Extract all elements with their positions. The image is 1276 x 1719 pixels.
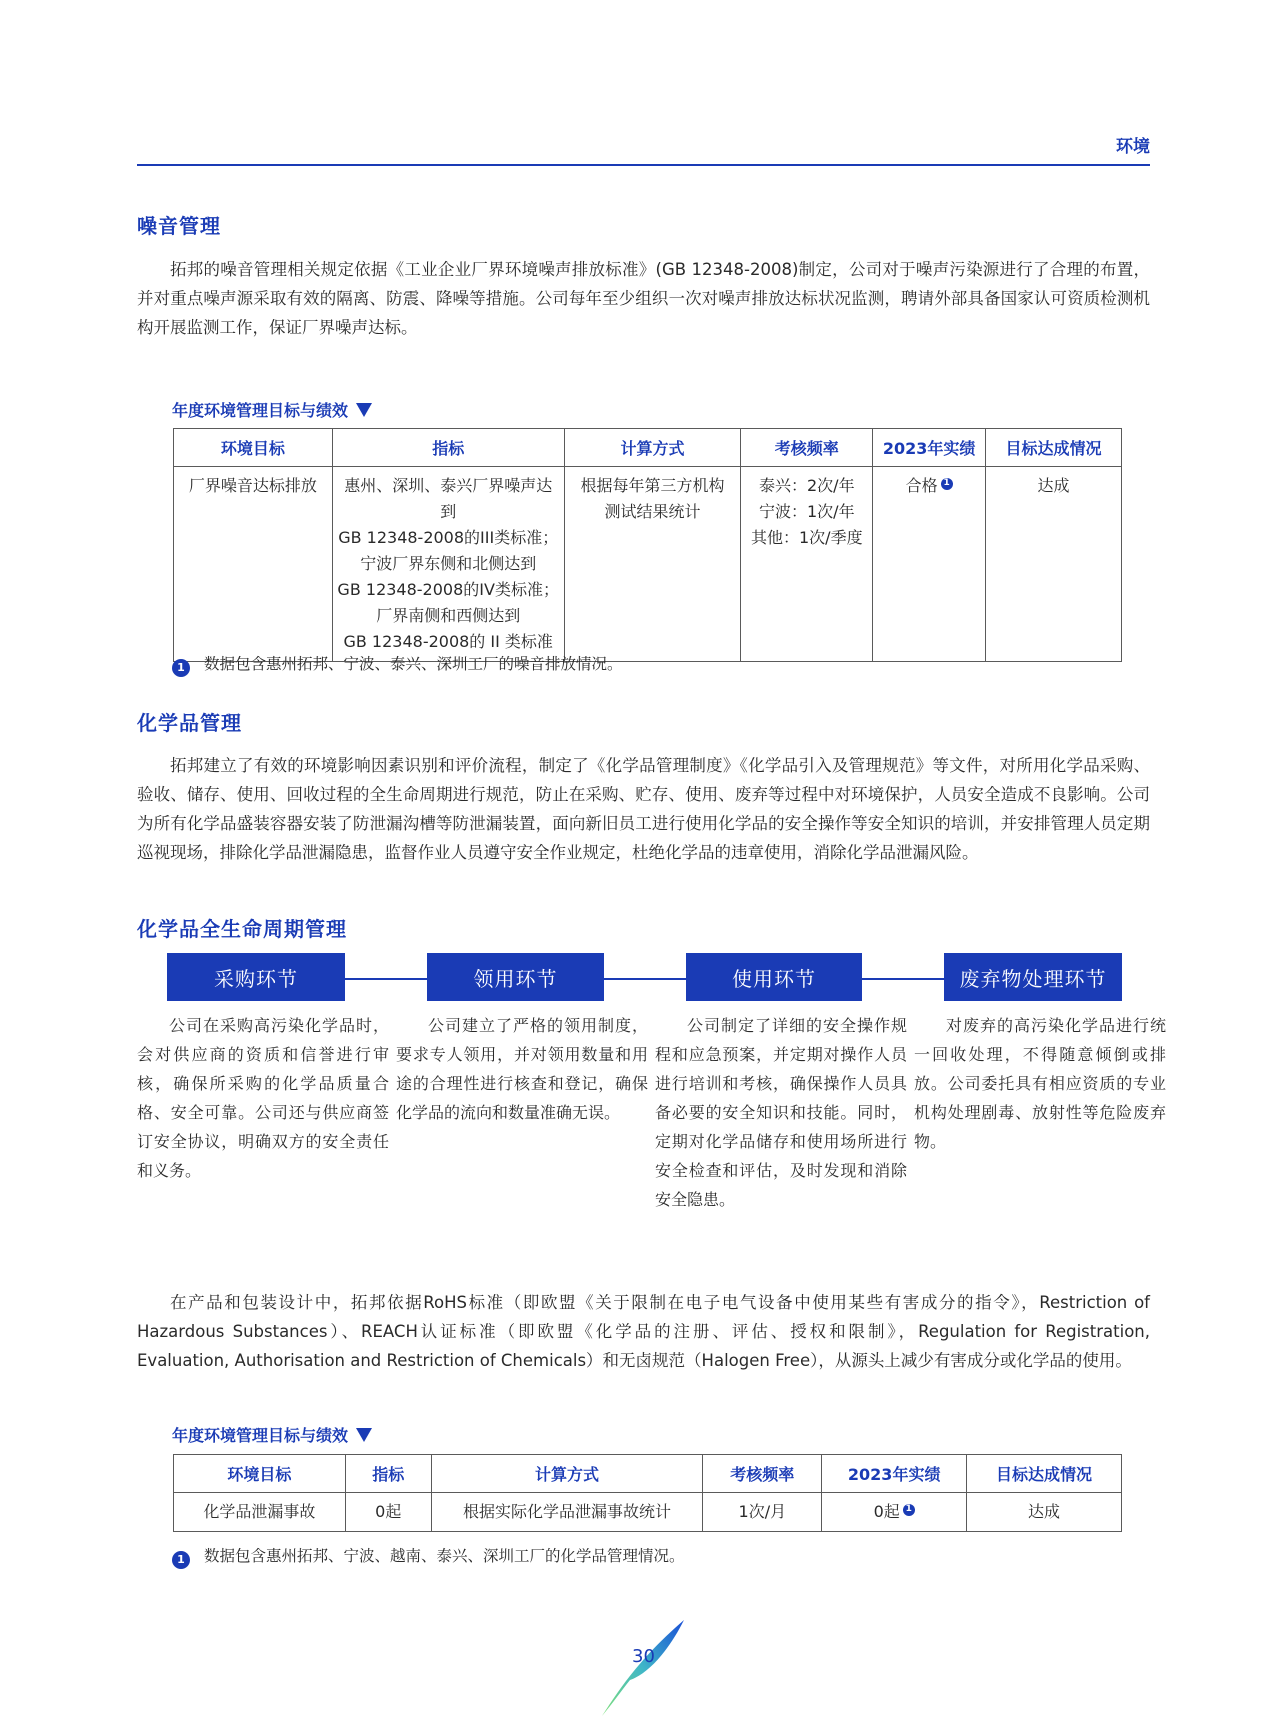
cell-result <box>822 1493 967 1532</box>
frequency-line: 其他：1次/季度 <box>751 528 863 547</box>
cell-frequency <box>741 467 873 662</box>
leaf-logo-icon <box>600 1618 690 1718</box>
table-row <box>174 467 1122 662</box>
chem-heading: 化学品管理 <box>137 711 242 735</box>
cell-status: 达成 <box>967 1493 1122 1532</box>
footnote-number: 1 <box>172 1551 190 1569</box>
footnote-marker: 1 <box>903 1504 915 1516</box>
header-divider <box>137 164 1150 166</box>
table-header: 环境目标 <box>174 429 333 467</box>
section-label: 环境 <box>1116 137 1150 157</box>
table-header-row <box>174 1455 1122 1493</box>
indicator-line: 厂界南侧和西侧达到 <box>376 606 521 625</box>
caret-down-icon <box>356 403 372 417</box>
stage-disposal-text: 对废弃的高污染化学品进行统一回收处理，不得随意倾倒或排放。公司委托具有相应资质的专业机构处理剧毒、放射性等危险废弃物。 <box>914 1016 1166 1151</box>
table-header: 2023年实绩 <box>873 429 986 467</box>
result-value: 0起 <box>873 1502 900 1521</box>
stage-disposal: 废弃物处理环节 <box>944 953 1122 1001</box>
table-header: 环境目标 <box>174 1455 346 1493</box>
chem-paragraph: 拓邦建立了有效的环境影响因素识别和评价流程，制定了《化学品管理制度》《化学品引入及管理规范》等文件，对所用化学品采购、验收、储存、使用、回收过程的全生命周期进行规范，防止在采购、贮存、使用、废弃等过程中对环境保护，人员安全造成不良影响。公司为所有化学品盛装容器安装了防泄漏沟槽等防泄漏装置，面向新旧员工进行使用化学品的安全操作等安全知识的培训，并安排管理人员定期巡视现场，排除化学品泄漏隐患，监督作业人员遵守安全作业规定，杜绝化学品的违章使用，消除化学品泄漏风险。 <box>137 756 1150 862</box>
flow-connector <box>345 978 427 980</box>
cell-method: 根据实际化学品泄漏事故统计 <box>431 1493 703 1532</box>
indicator-line: GB 12348-2008的 II 类标准 <box>343 632 553 651</box>
table-header: 计算方式 <box>431 1455 703 1493</box>
flow-connector <box>862 978 944 980</box>
chem-table <box>173 1454 1122 1532</box>
noise-footnote <box>172 652 623 677</box>
chem-footnote <box>172 1544 685 1569</box>
footnote-text: 数据包含惠州拓邦、宁波、越南、泰兴、深圳工厂的化学品管理情况。 <box>204 1547 685 1565</box>
design-paragraph: 在产品和包装设计中，拓邦依据RoHS标准（即欧盟《关于限制在电子电气设备中使用某些有害成分的指令》，Restriction of Hazardous Substances）、REACH认证标准（即欧盟《化学品的注册、评估、授权和限制》，Regulation for Registration, Evaluation, Authorisation and Restriction of Chemicals）和无卤规范（Halogen Free），从源头上减少有害成分或化学品的使用。 <box>137 1293 1150 1370</box>
cell-target: 化学品泄漏事故 <box>174 1493 346 1532</box>
table-header: 计算方式 <box>564 429 741 467</box>
caret-down-icon <box>356 1428 372 1442</box>
frequency-line: 泰兴：2次/年 <box>759 476 855 495</box>
noise-paragraph: 拓邦的噪音管理相关规定依据《工业企业厂界环境噪声排放标准》(GB 12348-2008)制定，公司对于噪声污染源进行了合理的布置，并对重点噪声源采取有效的隔离、防震、降噪等措施。公司每年至少组织一次对噪声排放达标状况监测，聘请外部具备国家认可资质检测机构开展监测工作，保证厂界噪声达标。 <box>137 260 1150 337</box>
cell-result <box>873 467 986 662</box>
page-number: 30 <box>632 1646 655 1667</box>
footnote-text: 数据包含惠州拓邦、宁波、泰兴、深圳工厂的噪音排放情况。 <box>204 655 623 673</box>
method-line: 根据每年第三方机构 <box>580 476 725 495</box>
noise-table-caption <box>172 398 372 421</box>
table-header: 2023年实绩 <box>822 1455 967 1493</box>
table-header: 目标达成情况 <box>986 429 1122 467</box>
table-header: 指标 <box>345 1455 431 1493</box>
indicator-line: GB 12348-2008的III类标准； <box>338 528 559 547</box>
stage-purchase: 采购环节 <box>167 953 345 1001</box>
cell-indicator <box>332 467 564 662</box>
stage-usage-text: 公司制定了详细的安全操作规程和应急预案，并定期对操作人员进行培训和考核，确保操作人员具备必要的安全知识和技能。同时，定期对化学品储存和使用场所进行安全检查和评估，及时发现和消除安全隐患。 <box>655 1016 907 1209</box>
chem-table-caption <box>172 1423 372 1446</box>
stage-requisition-text: 公司建立了严格的领用制度，要求专人领用，并对领用数量和用途的合理性进行核查和登记，确保化学品的流向和数量准确无误。 <box>396 1016 648 1122</box>
stage-requisition: 领用环节 <box>427 953 604 1001</box>
table-row <box>174 1493 1122 1532</box>
footnote-marker: 1 <box>941 478 953 490</box>
noise-table-caption-text: 年度环境管理目标与绩效 <box>172 401 349 420</box>
footnote-number: 1 <box>172 659 190 677</box>
cell-indicator: 0起 <box>345 1493 431 1532</box>
table-header: 目标达成情况 <box>967 1455 1122 1493</box>
result-value: 合格 <box>905 476 938 495</box>
chem-table-caption-text: 年度环境管理目标与绩效 <box>172 1426 349 1445</box>
flow-connector <box>604 978 686 980</box>
cell-target: 厂界噪音达标排放 <box>174 467 333 662</box>
indicator-line: GB 12348-2008的IV类标准； <box>337 580 559 599</box>
stage-purchase-text: 公司在采购高污染化学品时，会对供应商的资质和信誉进行审核，确保所采购的化学品质量合格、安全可靠。公司还与供应商签订安全协议，明确双方的安全责任和义务。 <box>137 1016 389 1180</box>
cell-method <box>564 467 741 662</box>
table-header: 考核频率 <box>741 429 873 467</box>
table-header: 考核频率 <box>703 1455 822 1493</box>
table-header: 指标 <box>332 429 564 467</box>
table-header-row <box>174 429 1122 467</box>
noise-heading: 噪音管理 <box>137 214 221 238</box>
stage-usage: 使用环节 <box>686 953 862 1001</box>
cell-frequency: 1次/月 <box>703 1493 822 1532</box>
cell-status: 达成 <box>986 467 1122 662</box>
frequency-line: 宁波：1次/年 <box>759 502 855 521</box>
method-line: 测试结果统计 <box>604 502 701 521</box>
noise-table <box>173 428 1122 662</box>
indicator-line: 宁波厂界东侧和北侧达到 <box>360 554 537 573</box>
lifecycle-heading: 化学品全生命周期管理 <box>137 917 347 941</box>
indicator-line: 惠州、深圳、泰兴厂界噪声达到 <box>344 476 553 521</box>
